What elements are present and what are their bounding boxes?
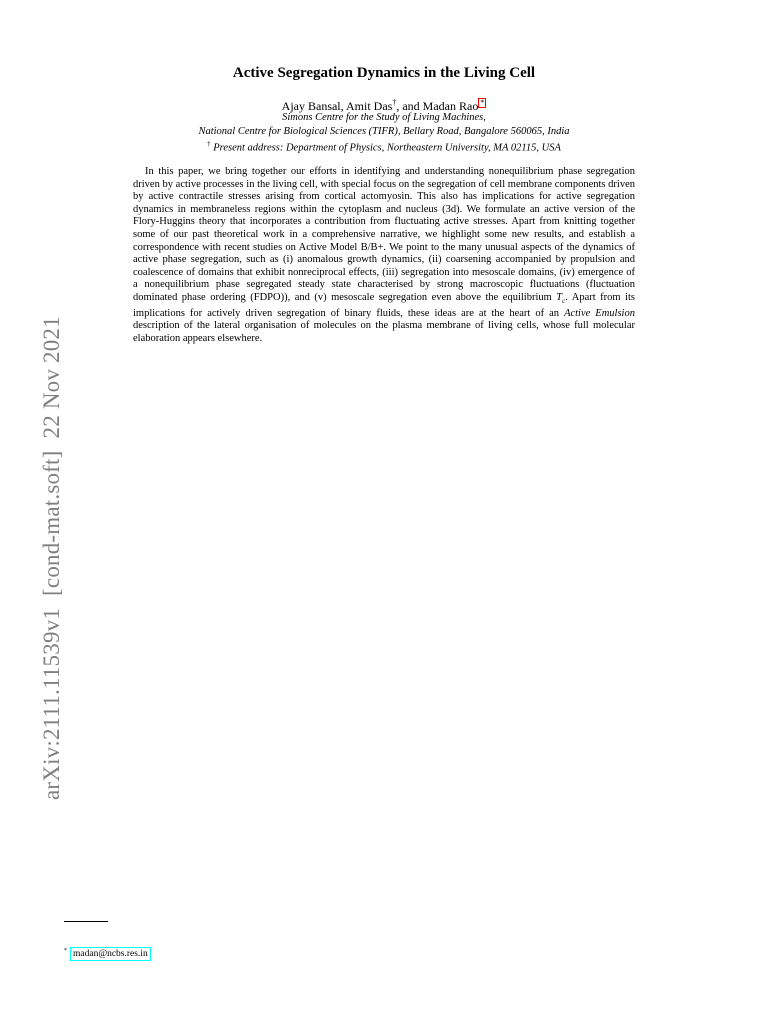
tc-subscript: c xyxy=(562,297,566,306)
author-das-mark: † xyxy=(392,98,397,107)
affiliation-line-3 xyxy=(0,138,768,155)
author-rao: and Madan Rao xyxy=(402,99,479,113)
arxiv-id: arXiv:2111.11539v1 xyxy=(39,607,64,800)
paper-title: Active Segregation Dynamics in the Living Cell xyxy=(232,65,536,81)
present-address-mark: † xyxy=(207,140,211,148)
tc-symbol: T xyxy=(556,291,563,303)
footnote-link[interactable]: * xyxy=(480,98,485,107)
author-bansal: Ajay Bansal, xyxy=(281,99,344,113)
footnote xyxy=(64,945,151,961)
author-das-tail: , xyxy=(396,99,400,113)
abstract-text-3: description of the lateral organisation of molecules on the plasma membrane of living cells, whose full molecular elaboration appears elsewhere. xyxy=(133,320,635,344)
abstract-text-2: . Apart from its implications for actively driven segregation of binary fluids, these ideas are at the heart of an xyxy=(133,291,635,319)
affiliation-line-1: Simons Centre for the Study of Living Machines, xyxy=(282,112,486,123)
abstract-emphasis: Active Emulsion xyxy=(564,307,635,319)
footnote-rule xyxy=(64,921,108,922)
abstract-text-1: In this paper, we bring together our efforts in identifying and understanding nonequilibrium phase segregation driven by active processes in the living cell, with special focus on the segregation of cell membrane components driven by active contractile stresses arising from cortical actomyosin. This also has implications for active segregation dynamics in membraneless regions within the cytoplasm and nucleus (3d). We formulate an active version of the Flory-Huggins theory that incorporates a contribution from fluctuating active stresses. Apart from knitting together some of our past theoretical work in a comprehensive narrative, we highlight some new results, and establish a correspondence with recent studies on Active Model B/B+. We point to the many unusual aspects of the dynamics of active phase segregation, such as (i) anomalous growth dynamics, (ii) coarsening accompanied by propulsion and coalescence of domains that exhibit nonreciprocal effects, (iii) segregation into mesoscale domains, (iv) emergence of a nonequilibrium phase segregated steady state characterised by strong macroscopic fluctuations (fluctuation dominated phase ordering (FDPO)), and (v) mesoscale segregation even above the equilibrium xyxy=(133,166,635,303)
arxiv-category: [cond-mat.soft] xyxy=(39,450,64,596)
abstract xyxy=(133,166,635,345)
arxiv-date: 22 Nov 2021 xyxy=(39,316,64,439)
footnote-mark: * xyxy=(64,948,67,954)
arxiv-identifier-stamp xyxy=(36,240,68,800)
author-das: Amit Das xyxy=(346,99,393,113)
affiliation-line-2: National Centre for Biological Sciences (TIFR), Bellary Road, Bangalore 560065, India xyxy=(198,126,570,137)
present-address: Present address: Department of Physics, Northeastern University, MA 02115, USA xyxy=(213,142,561,154)
email-link[interactable]: madan@ncbs.res.in xyxy=(70,947,151,961)
